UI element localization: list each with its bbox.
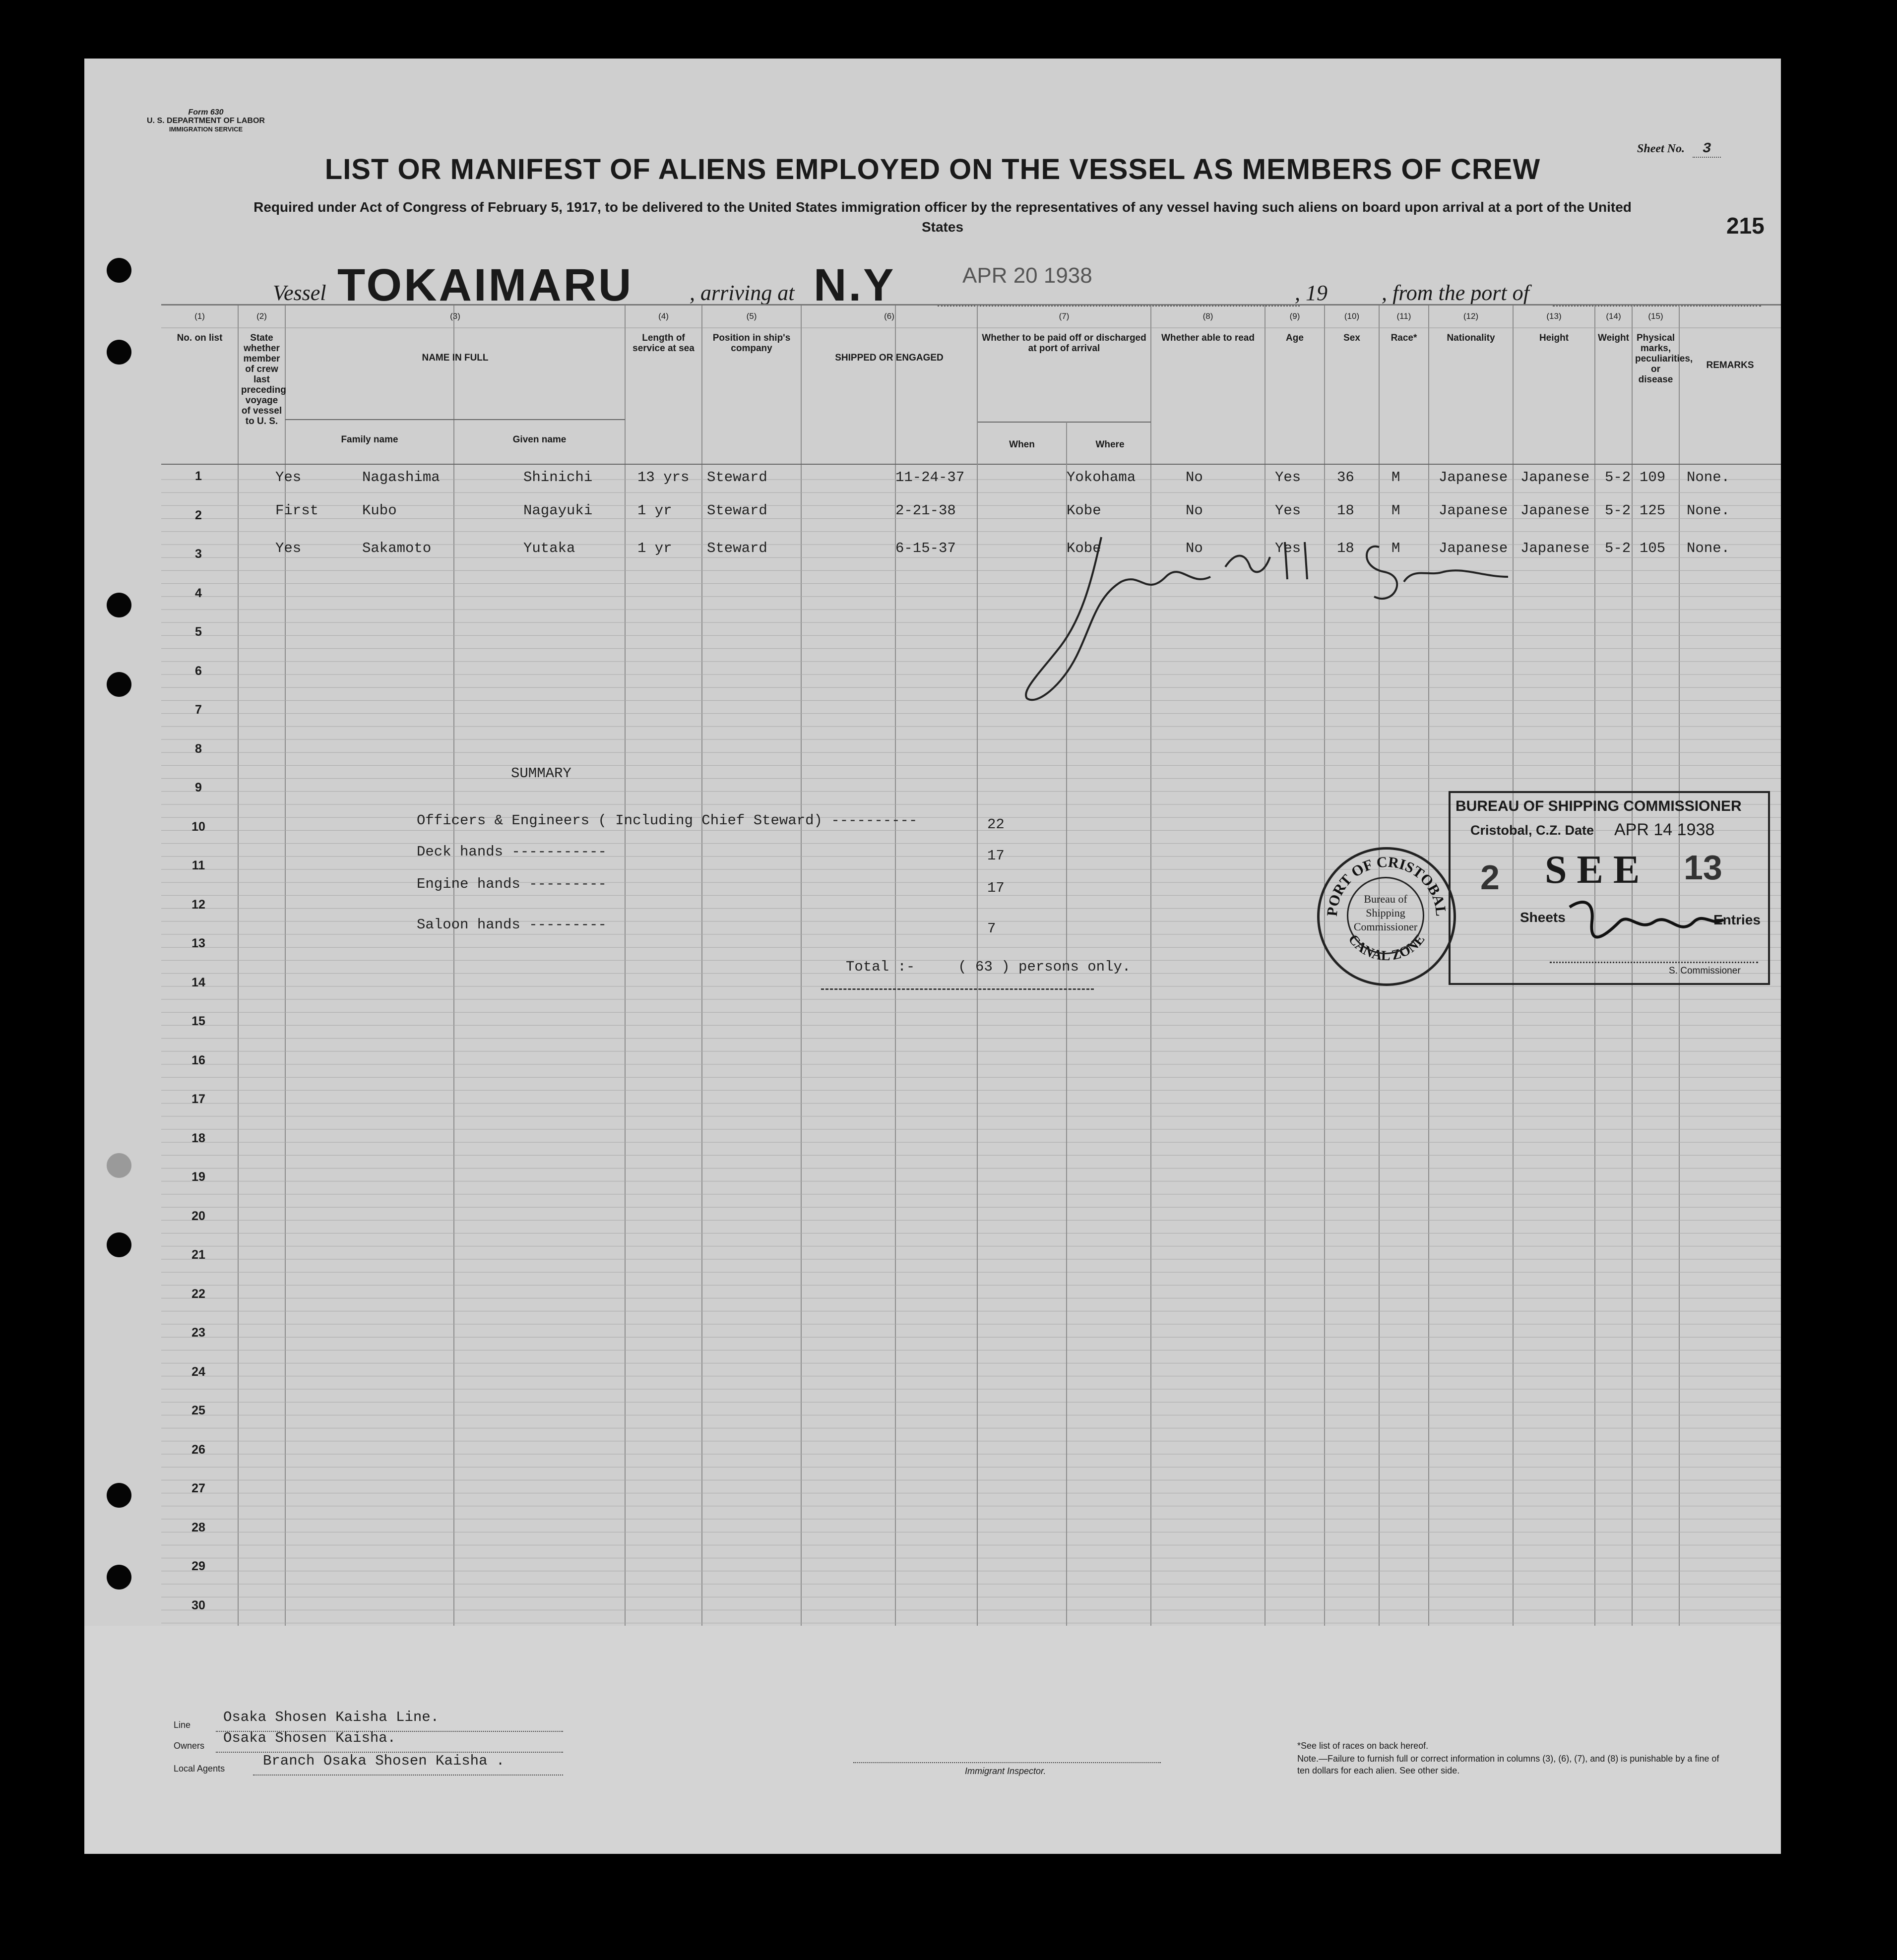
row-number: 12 (191, 897, 205, 912)
crew-cell-paid_off: No (1186, 502, 1203, 519)
column-header: NAME IN FULL (422, 353, 489, 363)
stamp-sheets-label: Sheets (1520, 910, 1566, 925)
line-value: Osaka Shosen Kaisha Line. (223, 1709, 440, 1725)
crew-cell-race: Japanese (1439, 540, 1508, 556)
crew-cell-nationality: Japanese (1520, 469, 1590, 486)
row-number: 16 (191, 1053, 205, 1067)
row-number: 2 (195, 508, 202, 522)
crew-cell-given: Yutaka (523, 540, 575, 556)
row-number: 22 (191, 1286, 205, 1301)
arrival-port: N.Y (814, 260, 896, 310)
row-number: 3 (195, 547, 202, 561)
crew-cell-height: 5-2 (1605, 502, 1631, 519)
seal-center-text: Bureau of Shipping Commissioner (1353, 893, 1418, 933)
stamp-signature-line (1550, 962, 1758, 963)
crew-cell-race: Japanese (1439, 502, 1508, 519)
crew-cell-weight: 125 (1640, 502, 1666, 519)
summary-line-value: 17 (987, 848, 1005, 864)
column-header: State whether member of crew last preceding voyage of vessel to U. S. (241, 333, 286, 427)
form-header (141, 108, 270, 133)
stamp-date: APR 14 1938 (1614, 820, 1715, 839)
column-header: No. on list (177, 333, 223, 343)
crew-cell-where: Yokohama (1067, 469, 1136, 486)
row-number: 1 (195, 469, 202, 483)
column-header: Height (1539, 333, 1569, 343)
svg-text:PORT OF CRISTOBAL: PORT OF CRISTOBAL (1324, 854, 1450, 917)
crew-cell-height: 5-2 (1605, 469, 1631, 486)
column-number: (9) (1289, 311, 1300, 321)
crew-cell-position: Steward (707, 502, 767, 519)
row-number: 19 (191, 1170, 205, 1184)
inspector-dotted (853, 1762, 1161, 1763)
crew-cell-read: Yes (1275, 469, 1301, 486)
summary-line-label: Engine hands --------- (417, 876, 607, 892)
subhead-given-name: Given name (512, 434, 567, 445)
column-number: (7) (1059, 311, 1070, 321)
crew-cell-position: Steward (707, 469, 767, 486)
row-number: 14 (191, 975, 205, 989)
summary-total-underline (821, 988, 1094, 990)
column-number: (5) (746, 311, 757, 321)
crew-cell-age: 18 (1337, 540, 1354, 556)
column-header: Physical marks, peculiarities, or disease (1635, 333, 1693, 385)
shipping-commissioner-stamp (1449, 791, 1770, 985)
summary-line-value: 22 (987, 816, 1005, 833)
crew-cell-when: 2-21-38 (895, 502, 956, 519)
crew-cell-nationality: Japanese (1520, 502, 1590, 519)
column-number: (4) (658, 311, 669, 321)
form-number: Form 630 (188, 108, 224, 117)
row-number: 30 (191, 1598, 205, 1612)
crew-cell-when: 11-24-37 (895, 469, 965, 486)
owners-value: Osaka Shosen Kaisha. (223, 1730, 396, 1746)
row-number: 15 (191, 1014, 205, 1028)
stamp-commissioner-signature (1565, 892, 1728, 957)
agents-dotted (253, 1775, 563, 1776)
column-header: Length of service at sea (632, 333, 695, 354)
crew-cell-paid_off: No (1186, 469, 1203, 486)
crew-cell-position: Steward (707, 540, 767, 556)
summary-heading: SUMMARY (511, 765, 571, 782)
sheet-label: Sheet No. (1637, 142, 1685, 155)
column-header: Age (1286, 333, 1304, 343)
subhead-family-name: Family name (341, 434, 398, 445)
column-header: Position in ship's company (712, 333, 791, 354)
column-number: (11) (1396, 311, 1411, 321)
inspector-signature (1017, 522, 1523, 711)
footnote-penalty: Note.—Failure to furnish full or correct information in columns (3), (6), (7), and (8) is punishable by a fine of ten dollars for each alien. See other side. (1297, 1754, 1719, 1776)
department-name: U. S. DEPARTMENT OF LABOR (147, 117, 265, 125)
summary-line-value: 7 (987, 920, 996, 937)
column-number: (3) (450, 311, 460, 321)
crew-cell-paid_off: No (1186, 540, 1203, 556)
column-number: (1) (194, 311, 205, 321)
subhead-where: Where (1095, 439, 1125, 450)
crew-cell-service: 13 yrs (637, 469, 690, 486)
row-number: 6 (195, 664, 202, 678)
crew-cell-given: Nagayuki (523, 502, 593, 519)
crew-cell-sex: M (1391, 469, 1400, 486)
crew-cell-weight: 105 (1640, 540, 1666, 556)
row-number: 4 (195, 586, 202, 600)
summary-line-label: Officers & Engineers ( Including Chief Steward) ---------- (417, 812, 918, 829)
stamp-entries-count: 13 (1684, 848, 1722, 887)
row-number: 9 (195, 781, 202, 795)
arrival-date-stamp: APR 20 1938 (962, 263, 1092, 288)
crew-cell-given: Shinichi (523, 469, 593, 486)
punch-hole (107, 258, 131, 283)
vessel-name: TOKAIMARU (337, 260, 633, 310)
stamp-commissioner-label: S. Commissioner (1669, 966, 1741, 976)
crew-cell-marks: None. (1687, 469, 1730, 486)
punch-hole (107, 1565, 131, 1590)
column-header: Sex (1343, 333, 1360, 343)
crew-cell-nationality: Japanese (1520, 540, 1590, 556)
svg-text:CANAL ZONE: CANAL ZONE (1345, 931, 1428, 964)
column-number: (13) (1546, 311, 1562, 321)
arriving-label: , arriving at (690, 281, 795, 305)
punch-hole (107, 593, 131, 617)
column-header: Weight (1598, 333, 1629, 343)
crew-cell-sex: M (1391, 502, 1400, 519)
crew-cell-sex: M (1391, 540, 1400, 556)
row-number: 13 (191, 936, 205, 950)
from-port-label: , from the port of (1382, 281, 1529, 305)
row-number: 8 (195, 741, 202, 756)
crew-cell-read: Yes (1275, 502, 1301, 519)
punch-hole (107, 1153, 131, 1178)
stamp-place-date-label: Cristobal, C.Z. Date (1470, 823, 1594, 838)
column-number: (8) (1202, 311, 1213, 321)
column-number: (14) (1606, 311, 1621, 321)
service-name: IMMIGRATION SERVICE (169, 125, 243, 133)
summary-total: Total :- ( 63 ) persons only. (846, 959, 1131, 975)
row-number: 11 (191, 858, 205, 872)
row-number: 5 (195, 625, 202, 639)
inspector-label: Immigrant Inspector. (965, 1766, 1046, 1776)
crew-cell-read: Yes (1275, 540, 1301, 556)
row-number: 27 (191, 1481, 205, 1495)
column-number: (12) (1463, 311, 1479, 321)
stamp-see: SEE (1545, 848, 1650, 892)
punch-hole (107, 672, 131, 697)
manifest-sheet (84, 59, 1781, 1854)
crew-cell-where: Kobe (1067, 540, 1101, 556)
footer-area (84, 1626, 1781, 1854)
crew-cell-marks: None. (1687, 502, 1730, 519)
agents-value: Branch Osaka Shosen Kaisha . (263, 1753, 505, 1769)
column-header: Whether able to read (1161, 333, 1255, 343)
crew-cell-prev: Yes (275, 540, 302, 556)
vessel-label: Vessel (273, 281, 326, 305)
row-number: 26 (191, 1442, 205, 1457)
column-header: Nationality (1447, 333, 1495, 343)
stamp-sheets-count: 2 (1480, 858, 1500, 897)
subhead-when: When (1009, 439, 1035, 450)
page-subtitle: Required under Act of Congress of February 5, 1917, to be delivered to the United States immigration officer by the representatives of any vessel having such aliens on board upon arrival at a port of the United States (253, 199, 1632, 235)
column-number: (6) (884, 311, 894, 321)
crew-cell-service: 1 yr (637, 540, 672, 556)
stamp-office: BUREAU OF SHIPPING COMMISSIONER (1455, 798, 1742, 814)
row-number: 28 (191, 1520, 205, 1534)
summary-line-label: Deck hands ----------- (417, 844, 607, 860)
punch-hole (107, 1232, 131, 1257)
column-number: (10) (1344, 311, 1360, 321)
row-number: 23 (191, 1326, 205, 1340)
row-number: 24 (191, 1364, 205, 1379)
crew-cell-family: Sakamoto (362, 540, 432, 556)
crew-cell-service: 1 yr (637, 502, 672, 519)
summary-line-value: 17 (987, 880, 1005, 896)
column-number: (2) (256, 311, 267, 321)
agents-label: Local Agents (174, 1764, 225, 1774)
crew-cell-family: Nagashima (362, 469, 440, 486)
crew-cell-where: Kobe (1067, 502, 1101, 519)
crew-cell-weight: 109 (1640, 469, 1666, 486)
column-header: Whether to be paid off or discharged at port of arrival (982, 333, 1146, 354)
row-number: 21 (191, 1248, 205, 1262)
owners-label: Owners (174, 1741, 205, 1751)
page-title: LIST OR MANIFEST OF ALIENS EMPLOYED ON THE VESSEL AS MEMBERS OF CREW (324, 153, 1541, 185)
punch-hole (107, 340, 131, 365)
stamp-entries-label: Entries (1713, 912, 1761, 927)
sheet-value: 3 (1693, 140, 1721, 158)
column-number: (15) (1648, 311, 1663, 321)
row-number: 25 (191, 1404, 205, 1417)
crew-cell-when: 6-15-37 (895, 540, 956, 556)
row-number: 17 (191, 1092, 205, 1106)
column-header: Race* (1391, 333, 1417, 343)
row-number: 10 (191, 819, 205, 834)
crew-cell-prev: First (275, 502, 319, 519)
summary-line-label: Saloon hands --------- (417, 917, 607, 933)
crew-cell-age: 36 (1337, 469, 1354, 486)
footnote-races: *See list of races on back hereof. (1297, 1741, 1429, 1751)
line-label: Line (174, 1720, 191, 1730)
crew-cell-height: 5-2 (1605, 540, 1631, 556)
row-number: 29 (191, 1559, 205, 1573)
crew-cell-prev: Yes (275, 469, 302, 486)
column-header: SHIPPED OR ENGAGED (835, 353, 944, 363)
crew-cell-marks: None. (1687, 540, 1730, 556)
year-label: , 19 (1295, 281, 1328, 305)
crew-cell-race: Japanese (1439, 469, 1508, 486)
port-of-cristobal-seal (1317, 847, 1456, 986)
column-header: REMARKS (1706, 360, 1754, 370)
row-number: 20 (191, 1209, 205, 1223)
seal-inner-ring (1347, 877, 1424, 954)
crew-cell-family: Kubo (362, 502, 397, 519)
row-number: 7 (195, 703, 202, 717)
crew-cell-age: 18 (1337, 502, 1354, 519)
page-number: 215 (1726, 213, 1765, 239)
row-number: 18 (191, 1131, 205, 1145)
punch-hole (107, 1483, 131, 1508)
